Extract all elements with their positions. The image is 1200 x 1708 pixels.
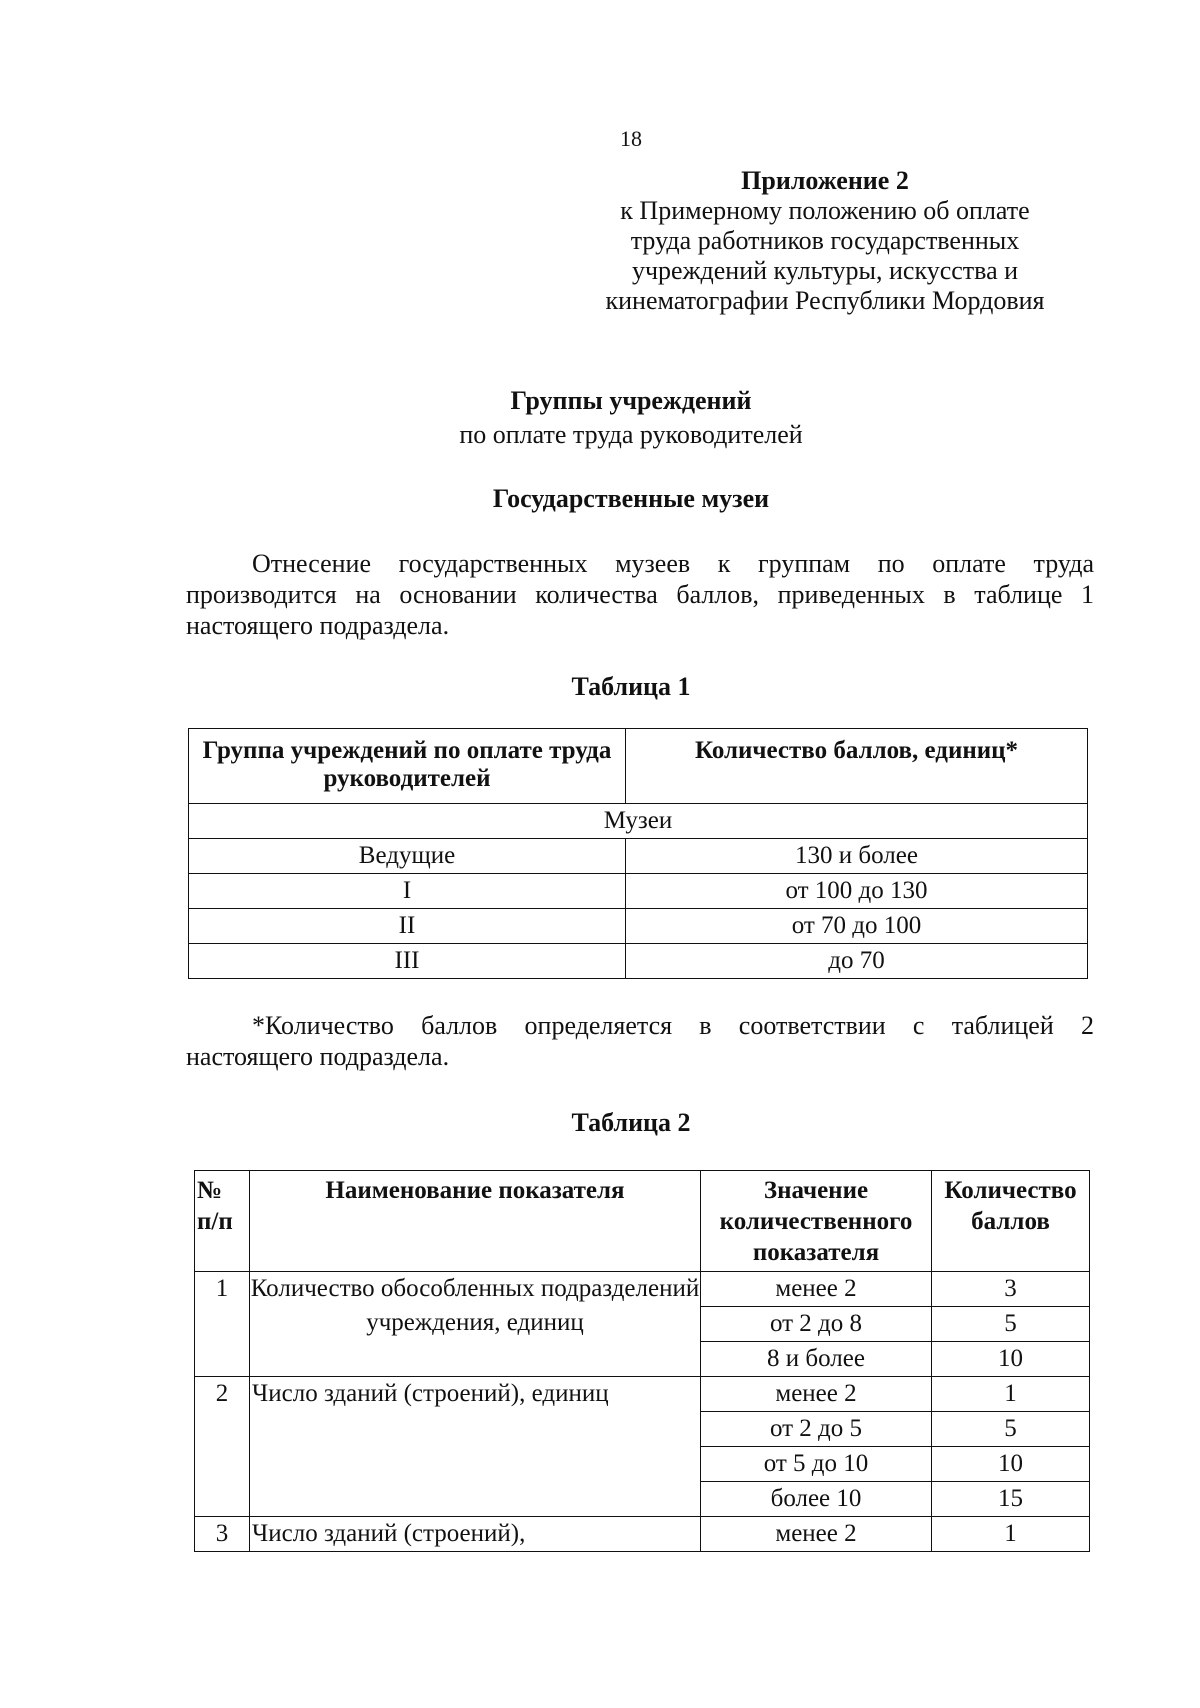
table-cell: от 2 до 5 bbox=[701, 1412, 932, 1447]
table-cell: более 10 bbox=[701, 1482, 932, 1517]
table-cell: 10 bbox=[932, 1342, 1090, 1377]
table-cell: 1 bbox=[932, 1517, 1090, 1552]
table-cell: II bbox=[189, 909, 626, 944]
table-section-row bbox=[189, 804, 1088, 839]
table-cell: III bbox=[189, 944, 626, 979]
row-number: 2 bbox=[195, 1377, 250, 1517]
table-cell: менее 2 bbox=[701, 1272, 932, 1307]
footnote-line: настоящего подраздела. bbox=[186, 1042, 450, 1071]
table-cell: от 2 до 8 bbox=[701, 1307, 932, 1342]
column-header: № п/п bbox=[195, 1171, 250, 1272]
page-number: 18 bbox=[620, 126, 642, 151]
table-cell: 5 bbox=[932, 1307, 1090, 1342]
appendix-line: труда работников государственных bbox=[630, 226, 1020, 255]
table-1 bbox=[188, 728, 1088, 979]
intro-paragraph bbox=[186, 548, 1094, 641]
appendix-block bbox=[560, 166, 1090, 316]
table-cell: 1 bbox=[932, 1377, 1090, 1412]
table1-caption: Таблица 1 bbox=[571, 672, 691, 701]
intro-line: Отнесение государственных музеев к группам по оплате труда bbox=[252, 549, 1094, 578]
table-header-row bbox=[195, 1171, 1090, 1272]
table-header-row bbox=[189, 729, 1088, 804]
column-header: Группа учреждений по оплате труда руководителей bbox=[189, 729, 626, 804]
table-cell: Ведущие bbox=[189, 839, 626, 874]
table-cell: 130 и более bbox=[626, 839, 1088, 874]
appendix-line: кинематографии Республики Мордовия bbox=[605, 286, 1045, 315]
table-row bbox=[189, 909, 1088, 944]
footnote-line: *Количество баллов определяется в соответствии с таблицей 2 bbox=[252, 1011, 1094, 1040]
table-cell: от 70 до 100 bbox=[626, 909, 1088, 944]
column-header: Значение количественного показателя bbox=[701, 1171, 932, 1272]
table-cell: менее 2 bbox=[701, 1377, 932, 1412]
intro-line: настоящего подраздела. bbox=[186, 611, 450, 640]
table-cell: от 5 до 10 bbox=[701, 1447, 932, 1482]
indicator-name: Число зданий (строений), единиц bbox=[250, 1377, 701, 1517]
doc-title: Группы учреждений bbox=[510, 386, 752, 415]
table2-caption: Таблица 2 bbox=[571, 1108, 691, 1137]
table-row bbox=[195, 1272, 1090, 1307]
table-row bbox=[195, 1517, 1090, 1552]
column-header: Количество баллов bbox=[932, 1171, 1090, 1272]
table-2 bbox=[194, 1170, 1090, 1552]
section-cell: Музеи bbox=[189, 804, 1088, 839]
indicator-name: Количество обособленных подразделений учреждения, единиц bbox=[250, 1272, 701, 1377]
column-header: Количество баллов, единиц* bbox=[626, 729, 1088, 804]
column-header: Наименование показателя bbox=[250, 1171, 701, 1272]
table-cell: от 100 до 130 bbox=[626, 874, 1088, 909]
footnote bbox=[186, 1010, 1094, 1072]
appendix-line: учреждений культуры, искусства и bbox=[631, 256, 1019, 285]
table-cell: 3 bbox=[932, 1272, 1090, 1307]
row-number: 3 bbox=[195, 1517, 250, 1552]
row-number: 1 bbox=[195, 1272, 250, 1377]
table-cell: менее 2 bbox=[701, 1517, 932, 1552]
table-cell: 5 bbox=[932, 1412, 1090, 1447]
section-title: Государственные музеи bbox=[492, 484, 770, 513]
doc-subtitle: по оплате труда руководителей bbox=[459, 420, 803, 449]
intro-line: производится на основании количества баллов, приведенных в таблице 1 bbox=[186, 580, 1094, 609]
table-row bbox=[195, 1377, 1090, 1412]
appendix-line: к Примерному положению об оплате bbox=[620, 196, 1030, 225]
table-cell: 10 bbox=[932, 1447, 1090, 1482]
table-row bbox=[189, 874, 1088, 909]
indicator-name: Число зданий (строений), bbox=[250, 1517, 701, 1552]
table-cell: 8 и более bbox=[701, 1342, 932, 1377]
appendix-title: Приложение 2 bbox=[741, 166, 909, 195]
table-row bbox=[189, 944, 1088, 979]
table-cell: I bbox=[189, 874, 626, 909]
table-row bbox=[189, 839, 1088, 874]
table-cell: до 70 bbox=[626, 944, 1088, 979]
table-cell: 15 bbox=[932, 1482, 1090, 1517]
